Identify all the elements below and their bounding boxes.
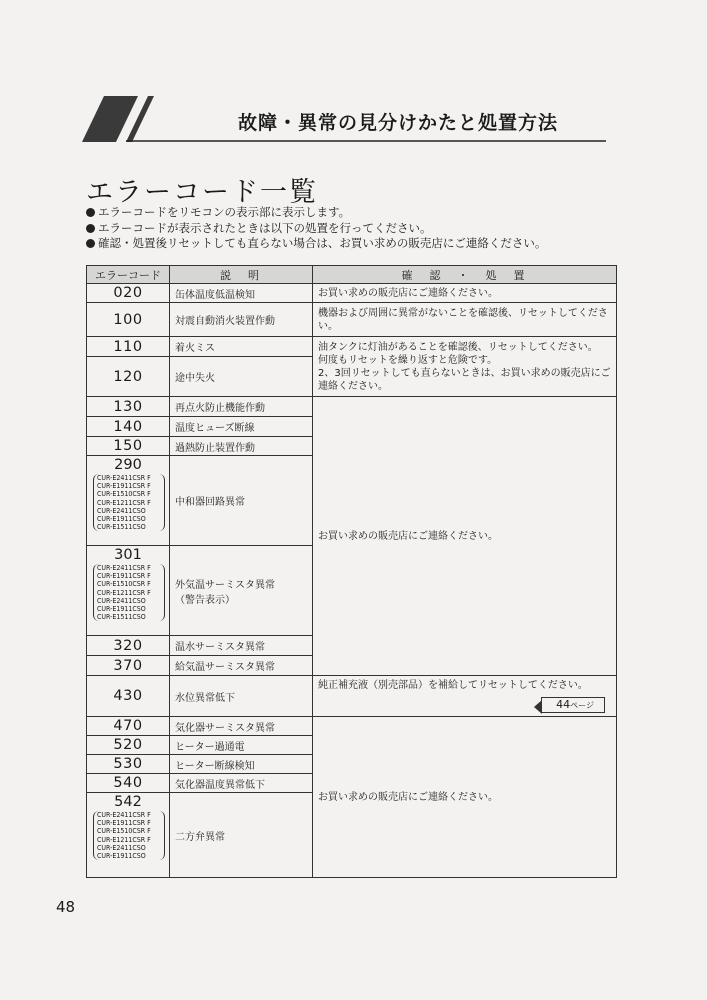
- code-cell: 430: [87, 676, 170, 717]
- code-cell: 530: [87, 755, 170, 774]
- code-cell: 542 CUR-E2411CSR F CUR-E1911CSR F CUR-E1510CSR F CUR-E1211CSR F CUR-E2411CSO CUR-E1911CSO: [87, 793, 170, 878]
- arrow-left-icon: [534, 700, 542, 714]
- desc-cell: ヒーター断線検知: [170, 755, 313, 774]
- code-cell: 110: [87, 337, 170, 357]
- code-cell: 130: [87, 397, 170, 417]
- desc-cell: 温度ヒューズ断線: [170, 417, 313, 437]
- bullet-icon: [86, 239, 95, 248]
- table-row: [87, 303, 617, 337]
- page-reference: 44ページ: [541, 697, 605, 713]
- desc-cell: 気化器温度異常低下: [170, 774, 313, 793]
- section-banner: [82, 96, 606, 142]
- bullet-item: エラーコードが表示されたときは以下の処置を行ってください。: [86, 221, 546, 237]
- desc-cell: 中和器回路異常: [170, 456, 313, 546]
- table-row: [87, 397, 617, 417]
- desc-cell: ヒーター過通電: [170, 736, 313, 755]
- code-cell: 540: [87, 774, 170, 793]
- desc-cell: 外気温サーミスタ異常 （警告表示）: [170, 546, 313, 636]
- table-row: [87, 337, 617, 357]
- code-cell: 320: [87, 636, 170, 656]
- desc-cell: 気化器サーミスタ異常: [170, 717, 313, 736]
- code-cell: 020: [87, 284, 170, 303]
- desc-cell: 着火ミス: [170, 337, 313, 357]
- action-cell-group-b: お買い求めの販売店にご連絡ください。: [313, 717, 617, 878]
- desc-cell: 対震自動消火装置作動: [170, 303, 313, 337]
- section-title: 故障・異常の見分けかたと処置方法: [238, 112, 559, 134]
- table-header-row: [87, 266, 617, 284]
- table-row: [87, 284, 617, 303]
- desc-cell: 再点火防止機能作動: [170, 397, 313, 417]
- code-cell: 100: [87, 303, 170, 337]
- bullet-icon: [86, 208, 95, 217]
- code-cell: 290 CUR-E2411CSR F CUR-E1911CSR F CUR-E1510CSR F CUR-E1211CSR F CUR-E2411CSO CUR-E1911CSO CUR-E1511CSO: [87, 456, 170, 546]
- desc-cell: 缶体温度低温検知: [170, 284, 313, 303]
- action-cell-ignition: 油タンクに灯油があることを確認後、リセットしてください。 何度もリセットを繰り返すと危険です。 2、3回リセットしても直らないときは、お買い求めの販売店にご連絡ください。: [313, 337, 617, 397]
- code-cell: 470: [87, 717, 170, 736]
- code-cell: 140: [87, 417, 170, 437]
- header-action: 確 認 ・ 処 置: [313, 266, 617, 284]
- model-list: CUR-E2411CSR F CUR-E1911CSR F CUR-E1510CSR F CUR-E1211CSR F CUR-E2411CSO CUR-E1911CSO CUR-E1511CSO: [93, 474, 165, 531]
- bullet-item: エラーコードをリモコンの表示部に表示します。: [86, 205, 546, 221]
- header-code: エラーコード: [87, 266, 170, 284]
- desc-cell: 二方弁異常: [170, 793, 313, 878]
- bullet-icon: [86, 224, 95, 233]
- desc-cell: 途中失火: [170, 357, 313, 397]
- table-row: [87, 717, 617, 736]
- table-row: [87, 676, 617, 717]
- model-list: CUR-E2411CSR F CUR-E1911CSR F CUR-E1510CSR F CUR-E1211CSR F CUR-E2411CSO CUR-E1911CSO: [93, 811, 165, 860]
- model-list: CUR-E2411CSR F CUR-E1911CSR F CUR-E1510CSR F CUR-E1211CSR F CUR-E2411CSO CUR-E1911CSO CUR-E1511CSO: [93, 564, 165, 621]
- header-desc: 説 明: [170, 266, 313, 284]
- desc-cell: 水位異常低下: [170, 676, 313, 717]
- action-cell-group-a: お買い求めの販売店にご連絡ください。: [313, 397, 617, 676]
- code-cell: 370: [87, 656, 170, 676]
- code-cell: 301 CUR-E2411CSR F CUR-E1911CSR F CUR-E1510CSR F CUR-E1211CSR F CUR-E2411CSO CUR-E1911CSO CUR-E1511CSO: [87, 546, 170, 636]
- desc-cell: 給気温サーミスタ異常: [170, 656, 313, 676]
- page-title: エラーコード一覧: [86, 177, 318, 208]
- bullet-list: [86, 205, 546, 252]
- action-cell: お買い求めの販売店にご連絡ください。: [313, 284, 617, 303]
- code-cell: 520: [87, 736, 170, 755]
- action-cell: 純正補充液（別売部品）を補給してリセットしてください。 44ページ: [313, 676, 617, 717]
- desc-cell: 温水サーミスタ異常: [170, 636, 313, 656]
- page-number: 48: [56, 898, 76, 916]
- code-cell: 120: [87, 357, 170, 397]
- bullet-item: 確認・処置後リセットしても直らない場合は、お買い求めの販売店にご連絡ください。: [86, 236, 546, 252]
- action-cell: 機器および周囲に異常がないことを確認後、リセットしてください。: [313, 303, 617, 337]
- desc-cell: 過熱防止装置作動: [170, 437, 313, 456]
- error-code-table: [86, 265, 617, 878]
- code-cell: 150: [87, 437, 170, 456]
